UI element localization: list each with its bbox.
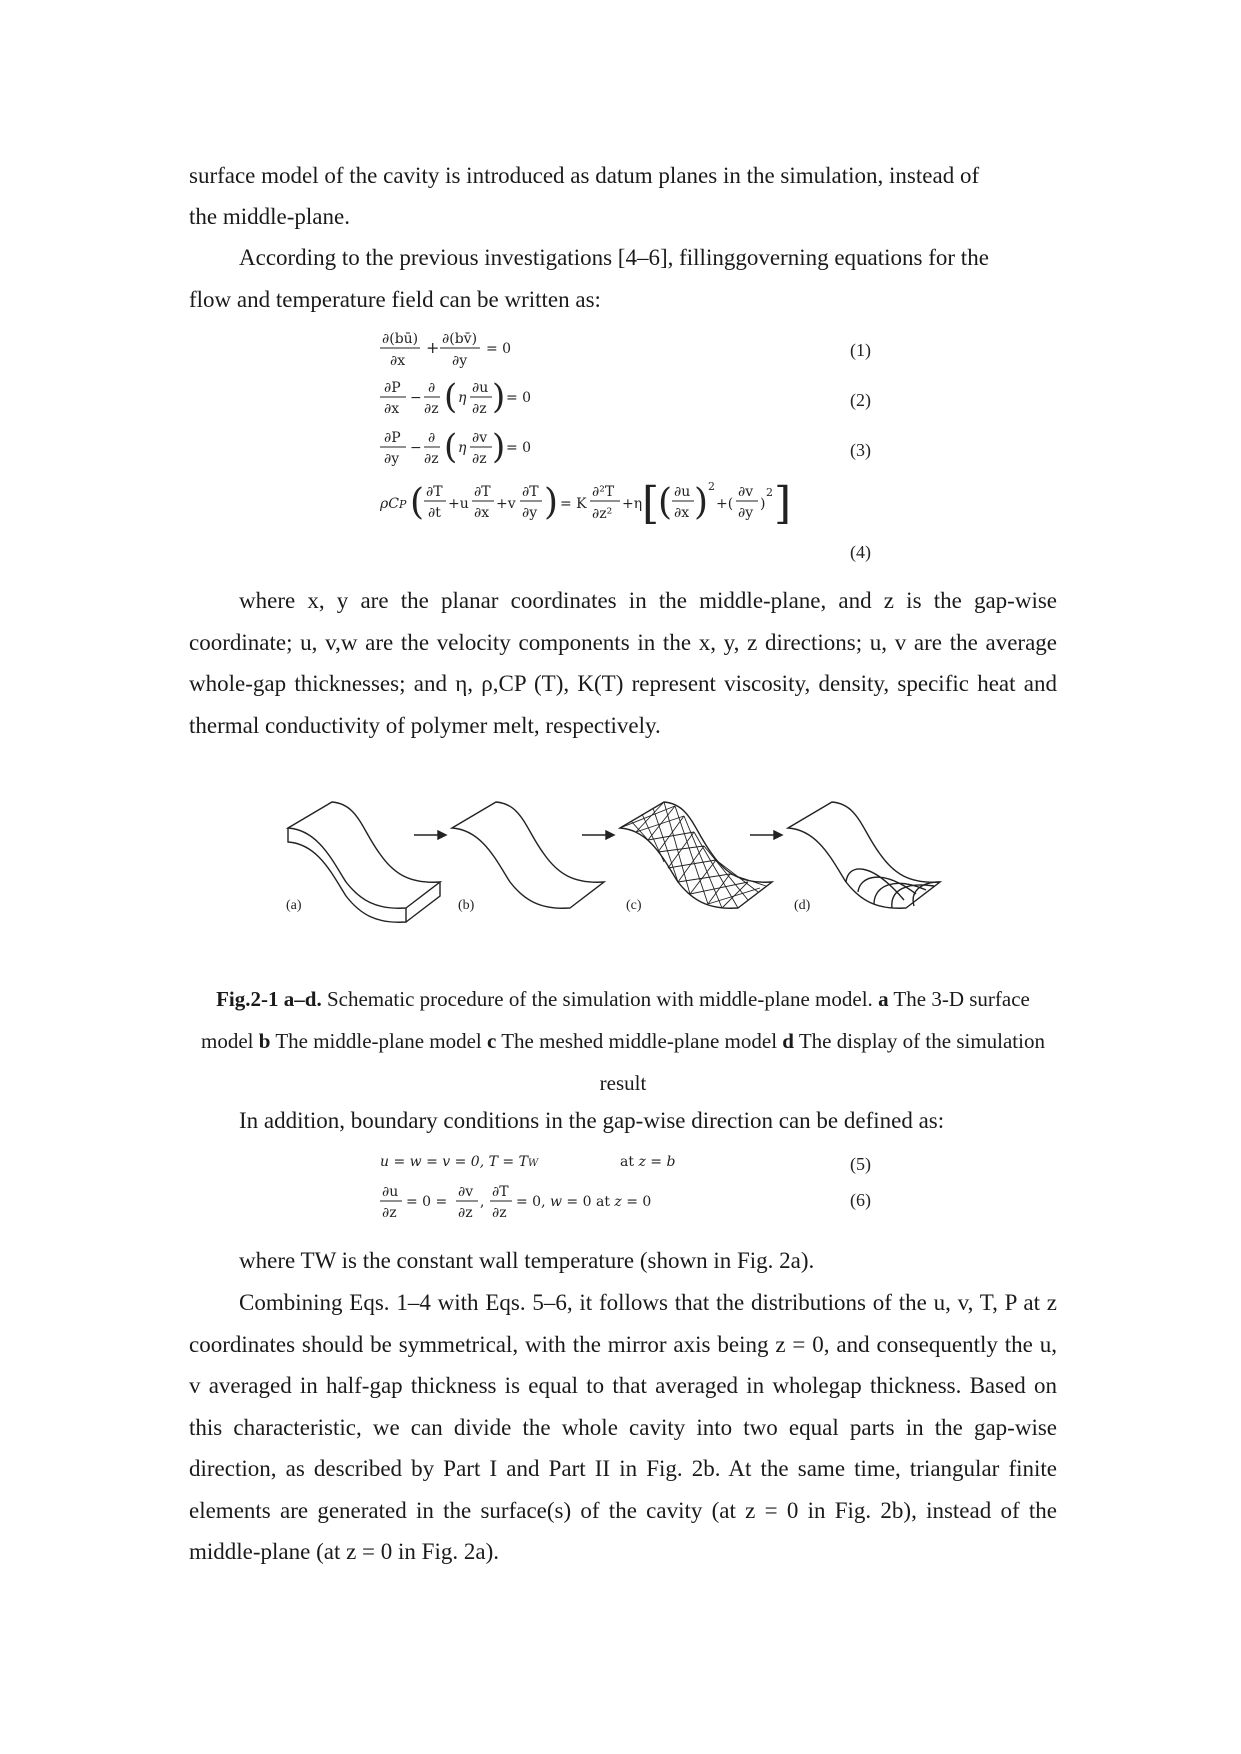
figure-label-b: (b) <box>458 898 475 913</box>
svg-text:2: 2 <box>766 486 773 499</box>
svg-text:+: + <box>426 338 440 357</box>
svg-text:∂²T: ∂²T <box>592 484 615 500</box>
svg-text:∂z: ∂z <box>382 1205 397 1221</box>
figure-panel-d-result <box>788 802 940 908</box>
svg-text:): ) <box>760 496 766 512</box>
figure-caption <box>189 978 1057 1104</box>
svg-text:= 0: = 0 <box>486 341 512 357</box>
equation-number-2: (2) <box>850 390 871 410</box>
arrow-b-to-c <box>582 831 614 839</box>
paragraph-5: where TW is the constant wall temperature (shown in Fig. 2a). <box>239 1248 815 1273</box>
caption-figure-number: Fig.2-1 a–d. <box>216 987 322 1011</box>
svg-text:= 0: = 0 <box>506 390 532 406</box>
equation-5 <box>380 1154 675 1170</box>
svg-text:= 0: = 0 <box>506 440 532 456</box>
equation-6 <box>380 1184 651 1221</box>
svg-text:∂y: ∂y <box>452 353 468 369</box>
governing-equations <box>380 328 880 568</box>
equation-number-5: (5) <box>850 1154 871 1174</box>
svg-text:∂: ∂ <box>428 380 436 396</box>
equation-number-3: (3) <box>850 440 871 460</box>
svg-text:u = w = v = 0, T = TW: u = w = v = 0, T = TW <box>380 1154 539 1170</box>
figure-panel-a-slab <box>288 802 440 922</box>
paragraph-2-line-1: According to the previous investigations [4–6], fillinggoverning equations for the <box>239 245 989 270</box>
boundary-equations <box>380 1150 780 1230</box>
svg-text:= 0, w = 0 at z = 0: = 0, w = 0 at z = 0 <box>516 1194 652 1210</box>
svg-text:∂P: ∂P <box>384 430 401 446</box>
svg-text:−: − <box>410 440 422 456</box>
figure-label-a: (a) <box>286 898 302 913</box>
svg-text:ρCP: ρCP <box>380 496 407 512</box>
svg-text:+(: +( <box>716 496 734 512</box>
figure-2-1-schematic <box>270 790 970 940</box>
svg-text:∂z: ∂z <box>458 1205 473 1221</box>
paragraph-3: where x, y are the planar coordinates in the middle-plane, and z is the gap-wise coordinate; u, v,w are the velocity components in the x, y, z directions; u, v are the average whole-gap thicknesses; and η, ρ,CP (T), K(T) represent viscosity, density, specific heat and thermal conductivity of polymer melt, respectively. <box>189 588 1057 738</box>
svg-text:∂x: ∂x <box>390 353 406 369</box>
svg-text:(: ( <box>444 377 458 417</box>
svg-text:∂u: ∂u <box>472 380 489 396</box>
svg-text:∂: ∂ <box>428 430 436 446</box>
arrow-c-to-d <box>750 831 782 839</box>
svg-text:+v: +v <box>496 496 516 512</box>
svg-text:): ) <box>492 427 506 467</box>
svg-text:∂u: ∂u <box>674 484 691 500</box>
svg-text:∂v: ∂v <box>458 1184 474 1200</box>
caption-text-d: The display of the simulation result <box>599 1029 1045 1095</box>
paragraph-4: In addition, boundary conditions in the gap-wise direction can be defined as: <box>239 1108 945 1133</box>
svg-text:∂t: ∂t <box>428 505 441 521</box>
svg-text:∂z: ∂z <box>424 451 439 467</box>
equation-number-6: (6) <box>850 1190 871 1210</box>
figure-label-c: (c) <box>626 898 642 913</box>
svg-text:η: η <box>458 440 467 456</box>
caption-label-d: d <box>782 1029 794 1053</box>
svg-text:∂(bv̄): ∂(bv̄) <box>442 331 478 347</box>
svg-text:∂y: ∂y <box>522 505 538 521</box>
equation-1 <box>380 331 511 369</box>
paragraph-1-line-1: surface model of the cavity is introduced as datum planes in the simulation, instead of <box>189 163 980 188</box>
svg-text:∂z: ∂z <box>472 451 487 467</box>
svg-text:(: ( <box>410 482 425 523</box>
caption-label-b: b <box>258 1029 271 1053</box>
equation-number-4: (4) <box>850 542 871 562</box>
caption-text-intro: Schematic procedure of the simulation with middle-plane model. <box>321 987 879 1011</box>
figure-label-d: (d) <box>794 898 811 913</box>
svg-text:∂z: ∂z <box>424 401 439 417</box>
svg-text:at z = b: at z = b <box>620 1154 676 1170</box>
svg-text:,: , <box>480 1194 485 1210</box>
svg-text:): ) <box>694 482 709 523</box>
svg-text:∂(bū): ∂(bū) <box>382 331 419 347</box>
svg-text:η: η <box>458 390 467 406</box>
svg-text:∂y: ∂y <box>384 451 400 467</box>
equation-3 <box>380 427 531 467</box>
caption-text-a: The 3-D surface model <box>201 987 1030 1053</box>
svg-text:): ) <box>544 482 559 523</box>
svg-text:∂v: ∂v <box>738 484 754 500</box>
svg-text:= 0 =: = 0 = <box>406 1194 448 1210</box>
svg-text:∂x: ∂x <box>474 505 490 521</box>
paragraph-2-line-2: flow and temperature field can be written as: <box>189 287 601 312</box>
svg-text:∂T: ∂T <box>492 1184 509 1200</box>
svg-text:∂u: ∂u <box>382 1184 399 1200</box>
svg-text:∂z²: ∂z² <box>592 506 613 522</box>
caption-text-c: The meshed middle-plane model <box>496 1029 783 1053</box>
paragraph-1-line-2: the middle-plane. <box>189 204 350 229</box>
svg-text:∂P: ∂P <box>384 380 401 396</box>
svg-text:+η: +η <box>622 496 643 512</box>
svg-text:= K: = K <box>560 496 587 512</box>
svg-text:∂z: ∂z <box>492 1205 507 1221</box>
svg-text:∂v: ∂v <box>472 430 488 446</box>
svg-text:−: − <box>410 390 422 406</box>
svg-text:∂T: ∂T <box>426 484 443 500</box>
figure-panel-c-meshed-plane <box>620 802 772 908</box>
figure-panel-b-middle-plane <box>452 802 604 908</box>
svg-text:+u: +u <box>448 496 469 512</box>
svg-text:(: ( <box>444 427 458 467</box>
equation-number-1: (1) <box>850 340 871 360</box>
svg-text:): ) <box>492 377 506 417</box>
svg-text:(: ( <box>658 482 673 523</box>
svg-text:∂T: ∂T <box>522 484 539 500</box>
equation-4 <box>380 478 791 529</box>
svg-text:]: ] <box>774 478 792 529</box>
svg-text:[: [ <box>642 478 660 529</box>
svg-text:∂y: ∂y <box>738 505 754 521</box>
svg-text:∂x: ∂x <box>674 505 690 521</box>
svg-text:∂T: ∂T <box>474 484 491 500</box>
arrow-a-to-b <box>414 831 446 839</box>
equation-2 <box>380 377 531 417</box>
svg-text:∂x: ∂x <box>384 401 400 417</box>
svg-text:2: 2 <box>708 480 715 493</box>
paragraph-6: Combining Eqs. 1–4 with Eqs. 5–6, it follows that the distributions of the u, v, T, P at z coordinates should be symmetrical, with the mirror axis being z = 0, and consequently the u, v averaged in half-gap thickness is equal to that averaged in wholegap thickness. Based on this characteristic, we can divide the whole cavity into two equal parts in the gap-wise direction, as described by Part I and Part II in Fig. 2b. At the same time, triangular finite elements are generated in the surface(s) of the cavity (at z = 0 in Fig. 2b), instead of the middle-plane (at z = 0 in Fig. 2a). <box>189 1290 1057 1564</box>
svg-text:∂z: ∂z <box>472 401 487 417</box>
caption-text-b: The middle-plane model <box>270 1029 488 1053</box>
caption-label-a: a <box>878 987 889 1011</box>
caption-label-c: c <box>487 1029 497 1053</box>
